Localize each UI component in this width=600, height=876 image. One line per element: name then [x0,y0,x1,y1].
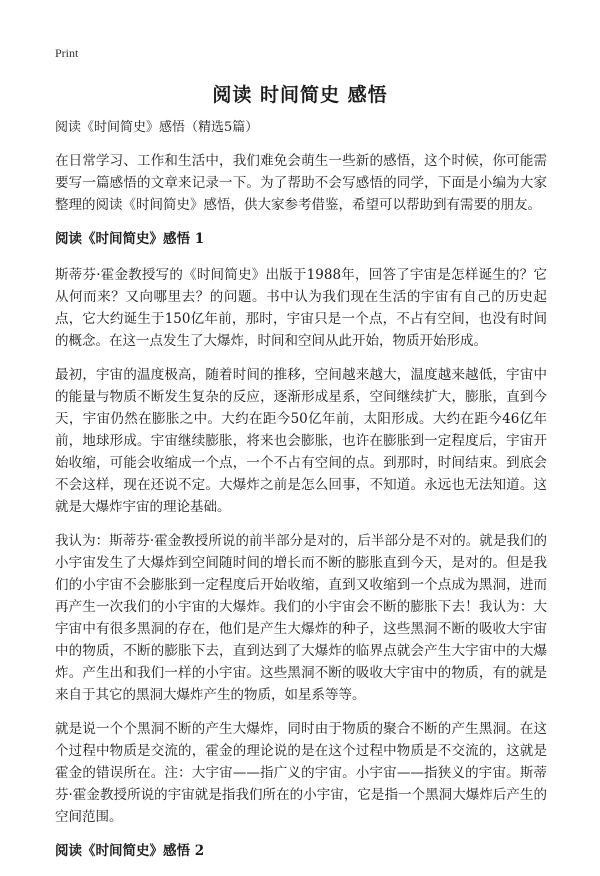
print-link[interactable]: Print [55,46,79,60]
page-title: 阅读 时间简史 感悟 [212,84,388,106]
article-body [55,118,547,876]
section-2-heading: 阅读《时间简史》感悟 2 [55,843,205,859]
section-1-paragraph-2: 最初，宇宙的温度极高，随着时间的推移，空间越来越大，温度越来越低，宇宙中的能量与物质不断发生复杂的反应，逐渐形成星系，空间继续扩大，膨胀，直到今天，宇宙仍然在膨胀之中。大约在距今50亿年前，太阳形成。大约在距今46亿年前，地球形成。宇宙继续膨胀，将来也会膨胀，也许在膨胀到一定程度后，宇宙开始收缩，可能会收缩成一个点，一个不占有空间的点。到那时，时间结束。到底会不会这样，现在还说不定。大爆炸之前是怎么回事，不知道。永远也无法知道。这就是大爆炸宇宙的理论基础。 [55,367,547,515]
section-1-paragraph-1: 斯蒂芬·霍金教授写的《时间简史》出版于1988年，回答了宇宙是怎样诞生的？它从何而来？又向哪里去？的问题。书中认为我们现在生活的宇宙有自己的历史起点，它大约诞生于150亿年前，那时，宇宙只是一个点，不占有空间，也没有时间的概念。在这一点发生了大爆炸，时间和空间从此开始，物质开始形成。 [55,267,547,349]
section-1-paragraph-4: 就是说一个个黑洞不断的产生大爆炸，同时由于物质的聚合不断的产生黑洞。在这个过程中物质是交流的，霍金的理论说的是在这个过程中物质是不交流的，这就是霍金的错误所在。注：大宇宙——指广义的宇宙。小宇宙——指狭义的宇宙。斯蒂芬·霍金教授所说的宇宙就是指我们所在的小宇宙，它是指一个黑洞大爆炸后产生的空间范围。 [55,721,547,825]
section-1-paragraph-3: 我认为：斯蒂芬·霍金教授所说的前半部分是对的，后半部分是不对的。就是我们的小宇宙发生了大爆炸到空间随时间的增长而不断的膨胀直到今天，是对的。但是我们的小宇宙不会膨胀到一定程度后开始收缩，直到又收缩到一个点成为黑洞，进而再产生一次我们的小宇宙的大爆炸。我们的小宇宙会不断的膨胀下去！我认为：大宇宙中有很多黑洞的存在，他们是产生大爆炸的种子，这些黑洞不断的吸收大宇宙中的物质，不断的膨胀下去，直到达到了大爆炸的临界点就会产生大宇宙中的大爆炸。产生出和我们一样的小宇宙。这些黑洞不断的吸收大宇宙中的物质，有的就是来自于其它的黑洞大爆炸产生的物质，如星系等等。 [55,533,547,703]
section-1-heading: 阅读《时间简史》感悟 1 [55,231,205,247]
article-subtitle: 阅读《时间简史》感悟（精选5篇） [55,120,259,135]
intro-paragraph: 在日常学习、工作和生活中，我们难免会萌生一些新的感悟，这个时候，你可能需要写一篇感悟的文章来记录一下。为了帮助不会写感悟的同学，下面是小编为大家整理的阅读《时间简史》感悟，供大家参考借鉴，希望可以帮助到有需要的朋友。 [55,153,547,213]
